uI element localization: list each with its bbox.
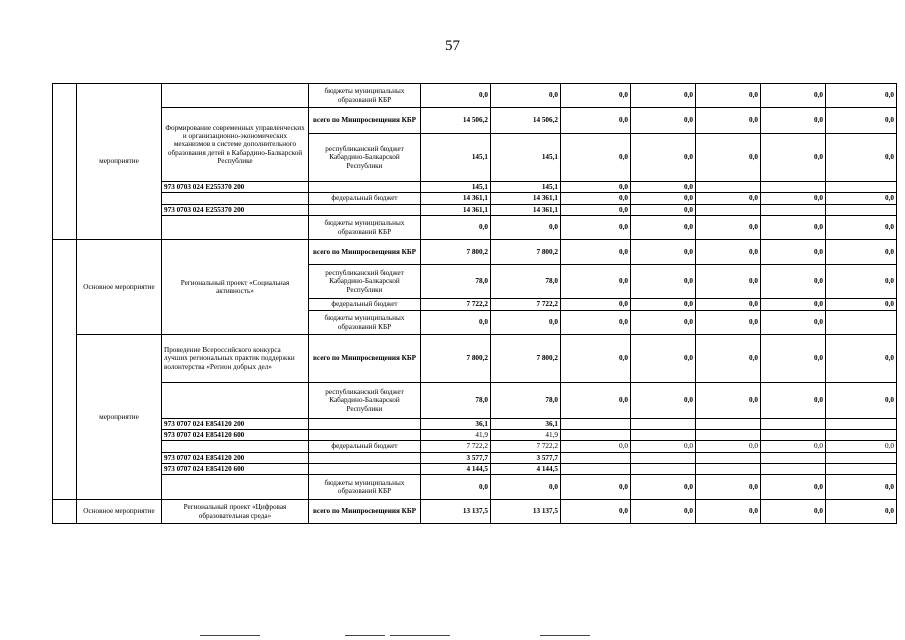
code-cell: 973 0707 024 E854120 600 [162,430,309,441]
value-cell: 36,1 [421,419,491,430]
value-cell: 0,0 [561,299,631,311]
table-row [53,383,897,419]
value-cell [696,464,761,475]
source-cell: федеральный бюджет [309,441,421,453]
source-cell [309,205,421,216]
page-number: 57 [445,38,460,54]
value-cell: 0,0 [696,240,761,265]
table-row [53,193,897,205]
type-cell: мероприятие [77,335,162,500]
value-cell: 0,0 [761,335,826,383]
source-cell: всего по Минпросвещения КБР [309,335,421,383]
value-cell: 0,0 [696,335,761,383]
source-cell: федеральный бюджет [309,299,421,311]
value-cell: 78,0 [491,383,561,419]
value-cell [696,182,761,193]
value-cell: 14 361,1 [421,205,491,216]
value-cell: 0,0 [696,84,761,108]
value-cell: 0,0 [561,500,631,524]
value-cell [561,419,631,430]
value-cell: 7 800,2 [491,240,561,265]
value-cell: 7 722,2 [491,299,561,311]
value-cell: 41,9 [421,430,491,441]
value-cell [561,453,631,464]
value-cell: 7 800,2 [491,335,561,383]
table-row [53,240,897,265]
table-row [53,216,897,240]
value-cell: 0,0 [491,216,561,240]
value-cell [761,464,826,475]
value-cell: 7 800,2 [421,240,491,265]
table-row [53,419,897,430]
value-cell: 0,0 [761,383,826,419]
value-cell: 0,0 [561,108,631,134]
code-cell: 973 0703 024 E255370 200 [162,205,309,216]
value-cell: 14 506,2 [421,108,491,134]
table-row [53,500,897,524]
value-cell: 0,0 [561,383,631,419]
value-cell: 36,1 [491,419,561,430]
value-cell: 0,0 [631,205,696,216]
index-cell [53,500,77,524]
type-cell: Основное мероприятие [77,240,162,335]
table-row [53,464,897,475]
value-cell: 0,0 [696,265,761,299]
value-cell: 14 506,2 [491,108,561,134]
source-cell: республиканский бюджет Кабардино-Балкарской Республики [309,265,421,299]
table-row [53,84,897,108]
value-cell: 0,0 [761,240,826,265]
name-cell: Проведение Всероссийского конкурса лучших региональных практик поддержки волонтерства «Регион добрых дел» [162,335,309,383]
value-cell: 41,9 [491,430,561,441]
value-cell [696,205,761,216]
value-cell: 0,0 [421,475,491,500]
value-cell: 0,0 [761,441,826,453]
value-cell: 0,0 [491,84,561,108]
value-cell: 0,0 [631,383,696,419]
source-cell [309,430,421,441]
value-cell: 4 144,5 [491,464,561,475]
source-cell: федеральный бюджет [309,193,421,205]
table-row [53,441,897,453]
value-cell: 0,0 [491,311,561,335]
value-cell: 7 722,2 [421,299,491,311]
value-cell: 0,0 [561,265,631,299]
value-cell [761,182,826,193]
source-cell: всего по Минпросвещения КБР [309,240,421,265]
value-cell: 0,0 [631,441,696,453]
scan-artifact [200,635,260,636]
value-cell: 0,0 [561,240,631,265]
value-cell: 0,0 [761,299,826,311]
value-cell: 14 361,1 [491,205,561,216]
value-cell: 0,0 [631,311,696,335]
source-cell: всего по Минпросвещения КБР [309,500,421,524]
table-row [53,453,897,464]
value-cell [761,453,826,464]
source-cell: всего по Минпросвещения КБР [309,108,421,134]
index-cell [53,240,77,500]
table-row [53,475,897,500]
value-cell: 14 361,1 [421,193,491,205]
value-cell: 0,0 [631,84,696,108]
value-cell: 0,0 [696,475,761,500]
value-cell: 0,0 [761,265,826,299]
value-cell: 145,1 [421,134,491,182]
value-cell: 0,0 [631,193,696,205]
value-cell: 78,0 [421,383,491,419]
name-cell [162,441,309,453]
value-cell: 0,0 [631,108,696,134]
value-cell: 0,0 [421,311,491,335]
value-cell: 13 137,5 [421,500,491,524]
value-cell: 0,0 [761,311,826,335]
value-cell: 0,0 [696,299,761,311]
value-cell: 0,0 [826,500,897,524]
value-cell: 0,0 [631,299,696,311]
value-cell: 0,0 [826,335,897,383]
value-cell: 145,1 [421,182,491,193]
value-cell [826,464,897,475]
value-cell [631,453,696,464]
value-cell: 3 577,7 [491,453,561,464]
table-row [53,205,897,216]
code-cell: 973 0707 024 E854120 200 [162,453,309,464]
table-row [53,108,897,134]
value-cell: 14 361,1 [491,193,561,205]
table-row [53,335,897,383]
value-cell: 0,0 [696,134,761,182]
value-cell [631,419,696,430]
table-body [53,84,897,524]
value-cell: 0,0 [631,240,696,265]
budget-table [52,83,897,524]
value-cell: 0,0 [561,182,631,193]
value-cell: 0,0 [826,84,897,108]
value-cell: 0,0 [761,475,826,500]
value-cell [696,419,761,430]
value-cell: 0,0 [631,182,696,193]
value-cell [761,419,826,430]
value-cell: 0,0 [561,311,631,335]
value-cell: 0,0 [561,335,631,383]
value-cell: 0,0 [561,441,631,453]
value-cell: 0,0 [631,500,696,524]
value-cell: 0,0 [826,441,897,453]
value-cell: 0,0 [826,265,897,299]
value-cell: 4 144,5 [421,464,491,475]
value-cell: 0,0 [826,475,897,500]
value-cell: 0,0 [696,216,761,240]
source-cell: республиканский бюджет Кабардино-Балкарской Республики [309,383,421,419]
value-cell: 0,0 [696,193,761,205]
value-cell [826,205,897,216]
name-cell: Региональный проект «Социальная активность» [162,240,309,335]
value-cell: 0,0 [631,134,696,182]
value-cell: 0,0 [491,475,561,500]
table-row [53,430,897,441]
scan-artifact [540,635,590,636]
source-cell: бюджеты муниципальных образований КБР [309,475,421,500]
value-cell: 0,0 [561,475,631,500]
value-cell: 0,0 [826,240,897,265]
scan-artifact [345,635,385,636]
index-cell [53,84,77,240]
source-cell: республиканский бюджет Кабардино-Балкарской Республики [309,134,421,182]
value-cell: 0,0 [696,441,761,453]
value-cell: 0,0 [826,383,897,419]
value-cell: 13 137,5 [491,500,561,524]
value-cell: 78,0 [421,265,491,299]
value-cell [631,430,696,441]
value-cell [696,430,761,441]
value-cell: 7 722,2 [421,441,491,453]
value-cell [761,430,826,441]
value-cell [826,453,897,464]
name-cell: Региональный проект «Цифровая образовательная среда» [162,500,309,524]
value-cell: 0,0 [696,500,761,524]
code-cell: 973 0707 024 E854120 200 [162,419,309,430]
value-cell: 0,0 [631,216,696,240]
name-cell [162,84,309,108]
value-cell: 7 722,2 [491,441,561,453]
name-cell [162,383,309,419]
value-cell: 0,0 [561,193,631,205]
scan-artifact [390,635,450,636]
value-cell: 0,0 [761,84,826,108]
name-cell [162,216,309,240]
value-cell: 0,0 [826,299,897,311]
value-cell [561,464,631,475]
source-cell [309,464,421,475]
type-cell: мероприятие [77,84,162,240]
name-cell: Формирование современных управленческих и организационно-экономических механизмов в системе дополнительного образования детей в Кабардино-Балкарской Республике [162,108,309,182]
value-cell: 0,0 [631,475,696,500]
value-cell: 0,0 [696,108,761,134]
value-cell: 0,0 [696,383,761,419]
value-cell: 0,0 [826,216,897,240]
value-cell [826,311,897,335]
value-cell: 145,1 [491,134,561,182]
value-cell [561,430,631,441]
value-cell: 0,0 [561,84,631,108]
value-cell [826,419,897,430]
value-cell [631,464,696,475]
type-cell: Основное мероприятие [77,500,162,524]
value-cell: 0,0 [761,193,826,205]
value-cell: 0,0 [696,311,761,335]
value-cell: 0,0 [631,335,696,383]
value-cell [826,430,897,441]
table-row [53,182,897,193]
source-cell [309,419,421,430]
value-cell: 0,0 [761,216,826,240]
source-cell [309,453,421,464]
source-cell: бюджеты муниципальных образований КБР [309,311,421,335]
value-cell: 0,0 [761,500,826,524]
code-cell: 973 0703 024 E255370 200 [162,182,309,193]
value-cell [761,205,826,216]
value-cell: 0,0 [826,193,897,205]
value-cell: 0,0 [561,216,631,240]
source-cell: бюджеты муниципальных образований КБР [309,84,421,108]
value-cell: 0,0 [761,134,826,182]
value-cell: 7 800,2 [421,335,491,383]
value-cell: 0,0 [421,84,491,108]
value-cell: 0,0 [561,134,631,182]
name-cell [162,193,309,205]
name-cell [162,475,309,500]
source-cell: бюджеты муниципальных образований КБР [309,216,421,240]
value-cell: 0,0 [761,108,826,134]
value-cell [696,453,761,464]
value-cell: 0,0 [421,216,491,240]
source-cell [309,182,421,193]
value-cell: 0,0 [826,108,897,134]
value-cell: 0,0 [826,134,897,182]
value-cell: 0,0 [561,205,631,216]
value-cell: 0,0 [631,265,696,299]
code-cell: 973 0707 024 E854120 600 [162,464,309,475]
value-cell: 78,0 [491,265,561,299]
value-cell: 3 577,7 [421,453,491,464]
value-cell: 145,1 [491,182,561,193]
value-cell [826,182,897,193]
